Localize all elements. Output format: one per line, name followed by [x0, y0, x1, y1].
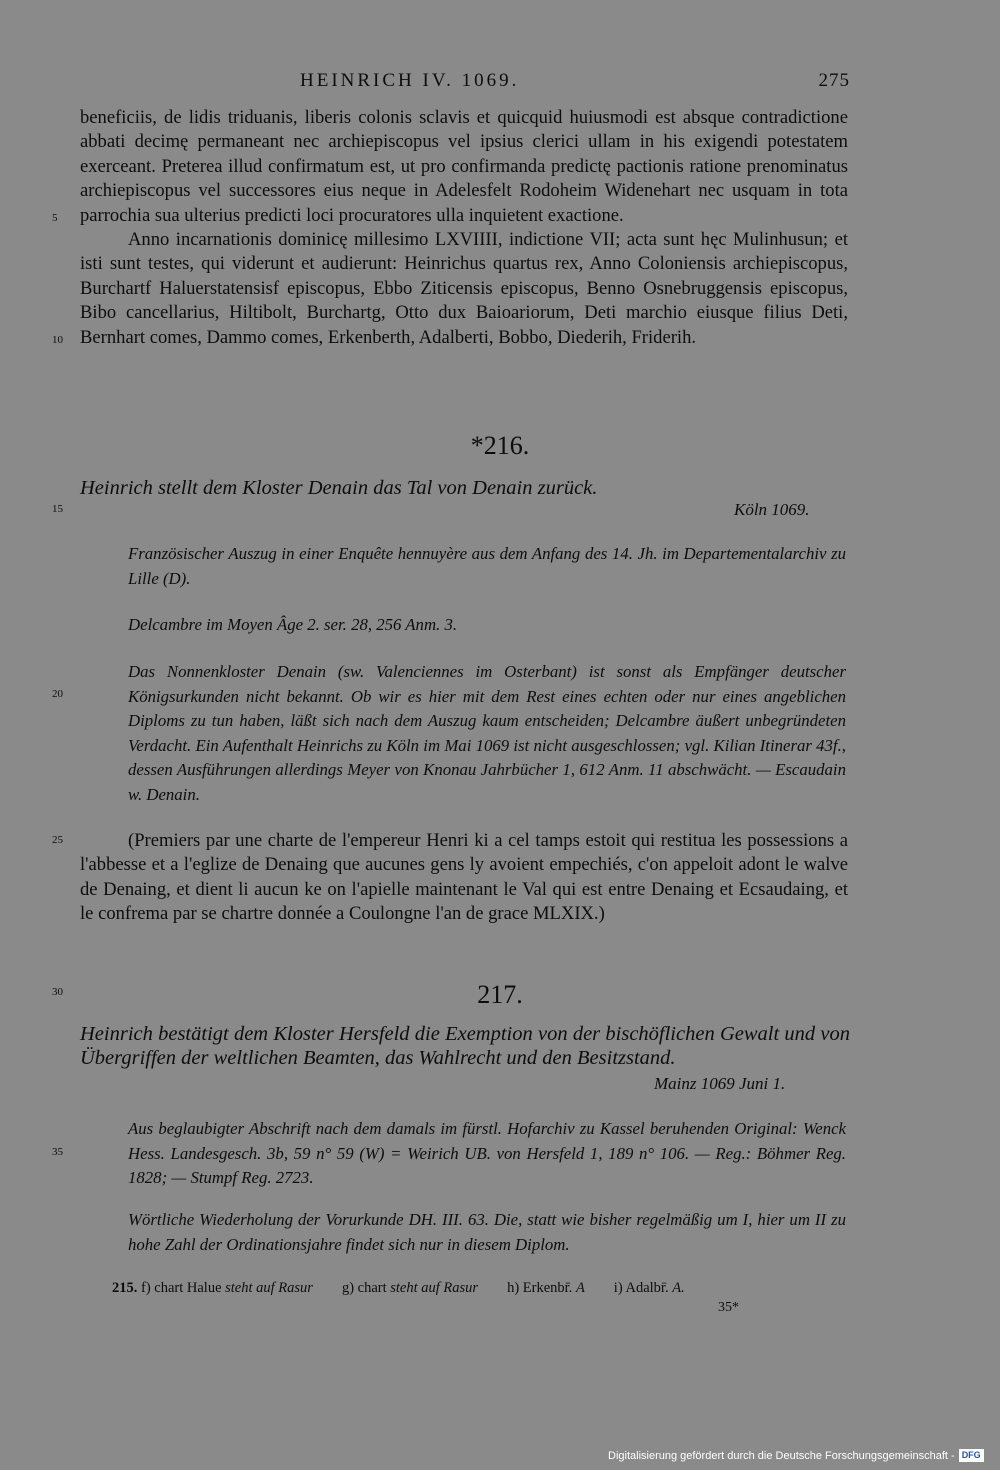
doc216-place-date: Köln 1069.: [734, 500, 810, 519]
footnotes: [112, 1280, 848, 1297]
line-number: 30: [52, 986, 63, 998]
doc216-number: *216.: [470, 431, 530, 460]
line-number: 20: [52, 688, 63, 700]
dfg-logo: DFG: [959, 1449, 984, 1462]
signature-mark: 35*: [718, 1300, 739, 1315]
footnote-i: i) Adalbr̄.: [613, 1280, 669, 1296]
running-title: HEINRICH IV. 1069.: [300, 70, 520, 91]
page-number: 275: [818, 70, 850, 91]
footnote-g: g) chart: [341, 1280, 387, 1296]
footnote-g-note: steht auf Rasur: [390, 1280, 479, 1296]
doc217-number: 217.: [477, 980, 523, 1009]
line-number: 25: [52, 834, 63, 846]
line-number: 15: [52, 503, 63, 515]
footnote-i-siglum: A.: [672, 1280, 685, 1296]
funding-banner: [608, 1449, 984, 1462]
doc216-french-text: (Premiers par une charte de l'empereur Henri ki a cel tamps estoit qui restitua les possessions a l'abbesse et a l'eglize de Denaing que aucunes gens ly avoient empechiés, c'on appeloit adont le walve de Denaing, et dient li aucun ke on l'apielle maintenant le Val qui est entre Denaing et Ecsaudaing, et le confrema par se chartre donnée a Coulongne l'an de grace MLXIX.): [80, 830, 848, 925]
footnote-h: h) Erkenbr̄.: [507, 1280, 573, 1296]
doc217-title: Heinrich bestätigt dem Kloster Hersfeld die Exemption von der bischöflichen Gewalt und von Übergriffen der weltlichen Beamten, das Wahlrecht und den Besitzstand.: [80, 1023, 850, 1069]
doc217-commentary: Wörtliche Wiederholung der Vorurkunde DH. III. 63. Die, statt wie bisher regelmäßig um I, hier um II zu hohe Zahl der Ordinationsjahre findet sich nur in diesem Diplom.: [128, 1210, 846, 1254]
doc216-source: Französischer Auszug in einer Enquête hennuyère aus dem Anfang des 14. Jh. im Departementalarchiv zu Lille (D).: [128, 544, 846, 588]
doc217-place-date: Mainz 1069 Juni 1.: [654, 1074, 786, 1093]
doc216-literature: Delcambre im Moyen Âge 2. ser. 28, 256 Anm. 3.: [128, 615, 458, 634]
footnote-h-siglum: A: [575, 1280, 585, 1296]
doc215-paragraph-2: Anno incarnationis dominicę millesimo LXVIIII, indictione VII; acta sunt hęc Mulinhusun; et isti sunt testes, qui viderunt et audierunt: Heinrichus quartus rex, Anno Coloniensis archiepiscopus, Burchartf Haluerstatensisf episcopus, Ebbo Ziticensis episcopus, Benno Osnebruggensis episcopus, Bibo cancellarius, Hiltibolt, Burchartg, Otto dux Baioariorum, Deti marchio eiusque filius Deti, Bernhart comes, Dammo comes, Erkenberth, Adalberti, Bobbo, Diederih, Friderih.: [80, 229, 848, 348]
funding-note: Digitalisierung gefördert durch die Deutsche Forschungsgemeinschaft -: [608, 1449, 955, 1462]
doc216-commentary: Das Nonnenkloster Denain (sw. Valenciennes im Osterbant) ist sonst als Empfänger deutscher Königsurkunden nicht bekannt. Ob wir es hier mit dem Rest eines echten oder nur eines angeblichen Diploms zu tun haben, läßt sich nach dem Auszug kaum entscheiden; Delcambre äußert unbegründeten Verdacht. Ein Aufenthalt Heinrichs zu Köln im Mai 1069 ist nicht ausgeschlossen; vgl. Kilian Itinerar 43f., dessen Ausführungen allerdings Meyer von Knonau Jahrbücher 1, 612 Anm. 11 abschwächt. — Escaudain w. Denain.: [128, 662, 846, 804]
line-number: 10: [52, 334, 63, 346]
doc215-paragraph-1: beneficiis, de lidis triduanis, liberis colonis sclavis et quicquid huiusmodi est absque contradictione abbati decimę permaneant nec archiepiscopus vel ipsius clerici ullam in his exigendi potestatem exerceant. Preterea illud confirmatum est, ut pro confirmanda predictę pactionis ratione prenominatus archiepiscopus vel successores eius neque in Adelesfelt Rodoheim Widenehart nec usquam in tota parrochia sua ulterius predicti loci procuratores ulla inquietent exactione.: [80, 107, 848, 226]
doc216-title: Heinrich stellt dem Kloster Denain das Tal von Denain zurück.: [80, 477, 598, 499]
footnote-f: f) chart Halue: [141, 1280, 222, 1296]
doc216-text: [80, 829, 848, 927]
footnote-f-note: steht auf Rasur: [225, 1280, 313, 1296]
doc215-text: [80, 106, 848, 350]
line-number: 5: [52, 212, 58, 224]
line-number: 35: [52, 1146, 63, 1158]
footnote-ref: 215.: [112, 1280, 138, 1296]
doc217-source: Aus beglaubigter Abschrift nach dem damals im fürstl. Hofarchiv zu Kassel beruhenden Original: Wenck Hess. Landesgesch. 3b, 59 n° 59 (W) = Weirich UB. von Hersfeld 1, 189 n° 106. — Reg.: Böhmer Reg. 1828; — Stumpf Reg. 2723.: [128, 1119, 846, 1187]
running-header: [300, 70, 850, 92]
